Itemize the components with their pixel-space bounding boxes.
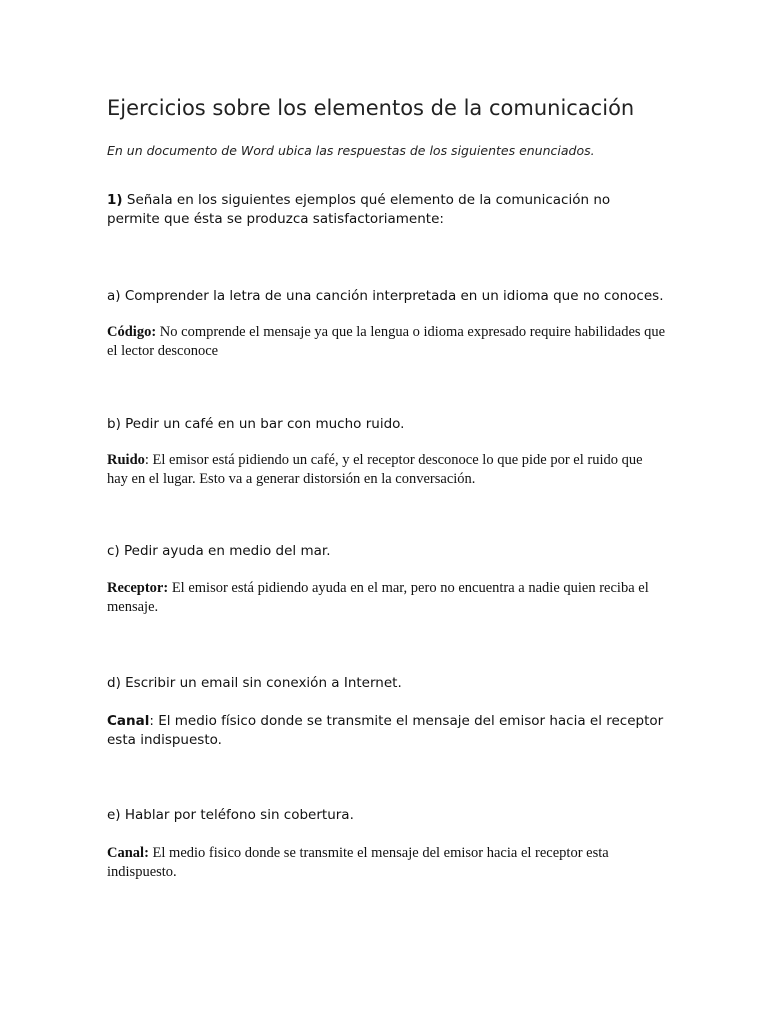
document-subtitle: En un documento de Word ubica las respuestas de los siguientes enunciados. bbox=[107, 143, 595, 158]
answer-a-label: Código: bbox=[107, 324, 157, 340]
answer-b-label: Ruido bbox=[107, 452, 145, 468]
answer-d-text: : El medio físico donde se transmite el mensaje del emisor hacia el receptor esta indispuesto. bbox=[107, 713, 664, 748]
question-d: d) Escribir un email sin conexión a Internet. bbox=[107, 675, 402, 691]
answer-b-text: : El emisor está pidiendo un café, y el receptor desconoce lo que pide por el ruido que hay en el lugar. Esto va a generar distorsión en la conversación. bbox=[107, 452, 643, 487]
answer-a-text: No comprende el mensaje ya que la lengua o idioma expresado require habilidades que el lector desconoce bbox=[107, 324, 666, 359]
question-1 bbox=[107, 191, 667, 229]
question-1-number: 1) bbox=[107, 192, 123, 208]
answer-e-text: El medio fisico donde se transmite el mensaje del emisor hacia el receptor esta indispuesto. bbox=[107, 845, 609, 880]
answer-d-label: Canal bbox=[107, 713, 150, 729]
question-a: a) Comprender la letra de una canción interpretada en un idioma que no conoces. bbox=[107, 288, 664, 304]
answer-b bbox=[107, 451, 667, 489]
question-c: c) Pedir ayuda en medio del mar. bbox=[107, 543, 331, 559]
answer-e-label: Canal: bbox=[107, 845, 149, 861]
answer-e bbox=[107, 844, 667, 882]
answer-d bbox=[107, 712, 667, 750]
answer-a bbox=[107, 323, 667, 361]
answer-c-text: El emisor está pidiendo ayuda en el mar, pero no encuentra a nadie quien reciba el mensaje. bbox=[107, 580, 649, 615]
document-title: Ejercicios sobre los elementos de la comunicación bbox=[107, 96, 635, 120]
question-e: e) Hablar por teléfono sin cobertura. bbox=[107, 807, 354, 823]
answer-c-label: Receptor: bbox=[107, 580, 169, 596]
question-b: b) Pedir un café en un bar con mucho ruido. bbox=[107, 416, 405, 432]
question-1-text: Señala en los siguientes ejemplos qué elemento de la comunicación no permite que ésta se produzca satisfactoriamente: bbox=[107, 192, 611, 227]
answer-c bbox=[107, 579, 667, 617]
